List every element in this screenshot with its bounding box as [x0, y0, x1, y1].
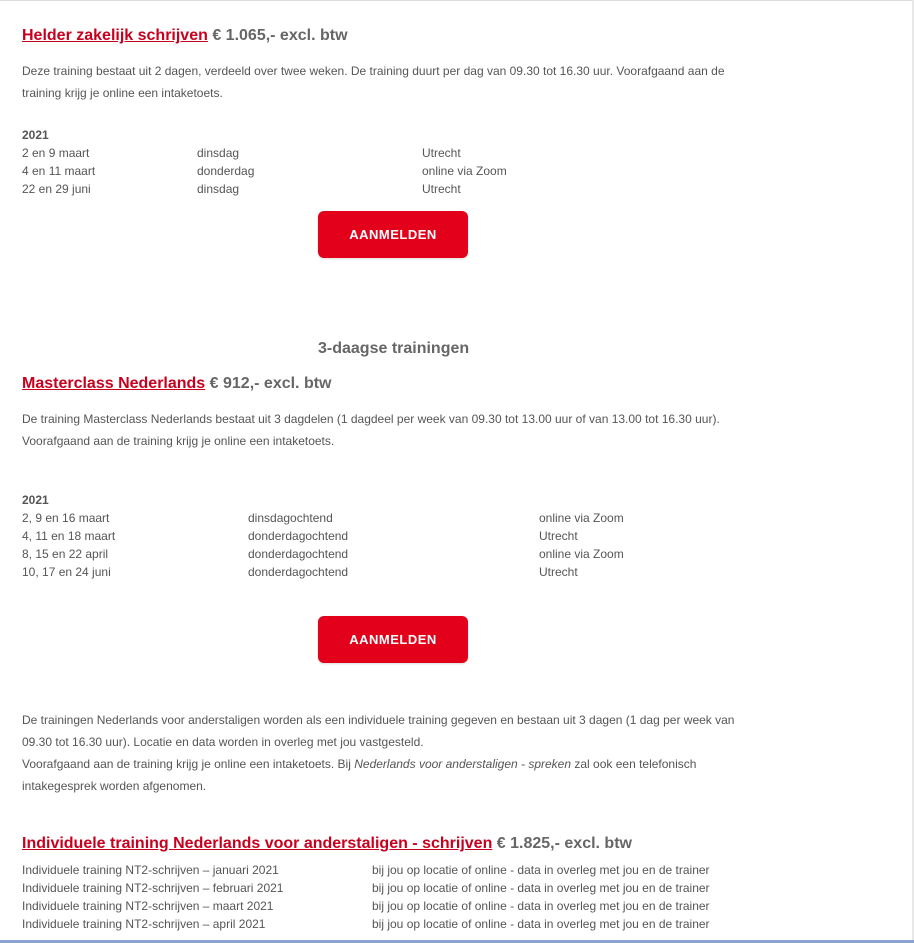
training-heading	[22, 835, 632, 853]
schedule-day: donderdagochtend	[248, 529, 349, 543]
training-title-link[interactable]: Helder zakelijk schrijven	[22, 27, 208, 44]
individual-location: bij jou op locatie of online - data in overleg met jou en de trainer	[372, 863, 710, 877]
register-button[interactable]: AANMELDEN	[318, 616, 468, 663]
schedule-day: donderdagochtend	[248, 565, 349, 579]
training-price: € 912,- excl. btw	[209, 375, 332, 392]
schedule-day: dinsdag	[197, 146, 240, 160]
schedule-day: dinsdagochtend	[248, 511, 333, 525]
info-emphasis: Nederlands voor anderstaligen - spreken	[354, 757, 572, 771]
training-description: Deze training bestaat uit 2 dagen, verdeeld over twee weken. De training duurt per dag van 09.30 tot 16.30 uur. Voorafgaand aan de training krijg je online een intaketoets.	[22, 64, 725, 100]
register-button[interactable]: AANMELDEN	[318, 211, 468, 258]
schedule-date: 8, 15 en 22 april	[22, 547, 109, 561]
schedule-location: Utrecht	[539, 529, 578, 543]
training-heading	[22, 375, 332, 393]
schedule-year: 2021	[22, 128, 49, 142]
section-title: 3-daagse trainingen	[318, 340, 470, 357]
individual-location: bij jou op locatie of online - data in overleg met jou en de trainer	[372, 917, 710, 931]
training-heading	[22, 27, 348, 45]
training-title-link[interactable]: Masterclass Nederlands	[22, 375, 206, 392]
top-border	[0, 0, 914, 4]
schedule-location: Utrecht	[422, 146, 461, 160]
info-paragraph	[22, 709, 762, 797]
schedule-date: 10, 17 en 24 juni	[22, 565, 111, 579]
schedule-date: 22 en 29 juni	[22, 182, 91, 196]
schedule-date: 4 en 11 maart	[22, 164, 96, 178]
individual-name: Individuele training NT2-schrijven – januari 2021	[22, 863, 279, 877]
schedule-location: online via Zoom	[539, 547, 624, 561]
schedule-year: 2021	[22, 493, 49, 507]
schedule-date: 4, 11 en 18 maart	[22, 529, 116, 543]
training-title-link[interactable]: Individuele training Nederlands voor anderstaligen - schrijven	[22, 835, 493, 852]
schedule-date: 2, 9 en 16 maart	[22, 511, 110, 525]
schedule-day: donderdag	[197, 164, 255, 178]
schedule-location: online via Zoom	[422, 164, 507, 178]
schedule-day: dinsdag	[197, 182, 240, 196]
schedule-location: Utrecht	[422, 182, 461, 196]
info-line: De trainingen Nederlands voor anderstaligen worden als een individuele training gegeven en bestaan uit 3 dagen (1 dag per week van 09.30 tot 16.30 uur). Locatie en data worden in overleg met jou vastgesteld.	[22, 713, 735, 749]
individual-location: bij jou op locatie of online - data in overleg met jou en de trainer	[372, 899, 710, 913]
schedule-date: 2 en 9 maart	[22, 146, 90, 160]
individual-location: bij jou op locatie of online - data in overleg met jou en de trainer	[372, 881, 710, 895]
training-price: € 1.065,- excl. btw	[212, 27, 348, 44]
individual-name: Individuele training NT2-schrijven – maart 2021	[22, 899, 274, 913]
individual-name: Individuele training NT2-schrijven – april 2021	[22, 917, 266, 931]
training-description: De training Masterclass Nederlands bestaat uit 3 dagdelen (1 dagdeel per week van 09.30 tot 13.00 uur of van 13.00 tot 16.30 uur). Voorafgaand aan de training krijg je online een intaketoets.	[22, 412, 720, 448]
training-price: € 1.825,- excl. btw	[496, 835, 632, 852]
info-line: Voorafgaand aan de training krijg je online een intaketoets. Bij Nederlands voor anderstaligen - spreken zal ook een telefonisch intakegesprek worden afgenomen.	[22, 757, 697, 793]
individual-name: Individuele training NT2-schrijven – februari 2021	[22, 881, 284, 895]
schedule-day: donderdagochtend	[248, 547, 349, 561]
schedule-location: online via Zoom	[539, 511, 624, 525]
schedule-location: Utrecht	[539, 565, 578, 579]
